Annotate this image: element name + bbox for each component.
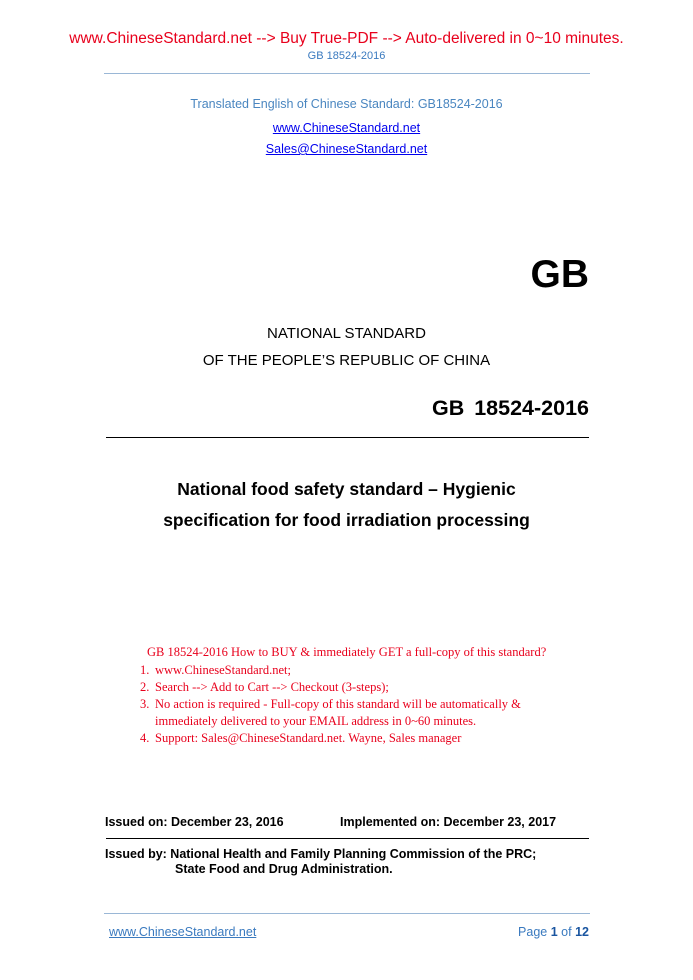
page-indicator [518,925,589,939]
footer-website-link[interactable]: www.ChineseStandard.net [109,925,257,939]
translated-notice: Translated English of Chinese Standard: GB18524-2016 [190,97,503,111]
issued-date: Issued on: December 23, 2016 [105,815,284,829]
page-total: 12 [575,925,589,939]
list-item [140,730,580,747]
national-standard-line: NATIONAL STANDARD [267,325,426,342]
step-number: 3. [140,697,150,711]
list-item [140,679,580,696]
purchase-notice [140,644,580,747]
issuer-line-1: Issued by: National Health and Family Planning Commission of the PRC; [105,847,537,861]
email-link[interactable]: Sales@ChineseStandard.net [265,142,428,156]
issued-divider [106,838,589,839]
list-item [140,662,580,679]
gb-mark: GB [530,253,589,296]
step-text: Support: Sales@ChineseStandard.net. Wayne, Sales manager [155,731,462,745]
website-link[interactable]: www.ChineseStandard.net [272,121,421,135]
step-text: No action is required - Full-copy of this standard will be automatically & immediately delivered to your EMAIL address in 0~60 minutes. [155,697,521,728]
country-line: OF THE PEOPLE’S REPUBLIC OF CHINA [202,352,491,369]
document-title-line-2: specification for food irradiation processing [163,510,530,530]
standard-number: GB 18524-2016 [432,396,589,420]
list-item [140,696,580,730]
step-number: 1. [140,663,150,677]
purchase-steps [140,662,580,747]
footer-divider [104,913,590,914]
issuer-line-2: State Food and Drug Administration. [175,862,393,876]
header-divider [104,73,590,74]
page-label: Page [518,925,548,939]
page-of: of [561,925,572,939]
step-text: Search --> Add to Cart --> Checkout (3-steps); [155,680,389,694]
top-banner[interactable]: www.ChineseStandard.net --> Buy True-PDF --> Auto-delivered in 0~10 minutes. [69,30,624,47]
implemented-date: Implemented on: December 23, 2017 [340,815,557,829]
purchase-heading: GB 18524-2016 How to BUY & immediately GET a full-copy of this standard? [147,645,547,659]
step-number: 2. [140,680,150,694]
document-title-line-1: National food safety standard – Hygienic [177,479,516,499]
step-number: 4. [140,731,150,745]
header-standard-code: GB 18524-2016 [307,50,386,62]
step-text[interactable]: www.ChineseStandard.net; [155,663,291,677]
page-current: 1 [550,925,558,939]
code-divider [106,437,589,438]
